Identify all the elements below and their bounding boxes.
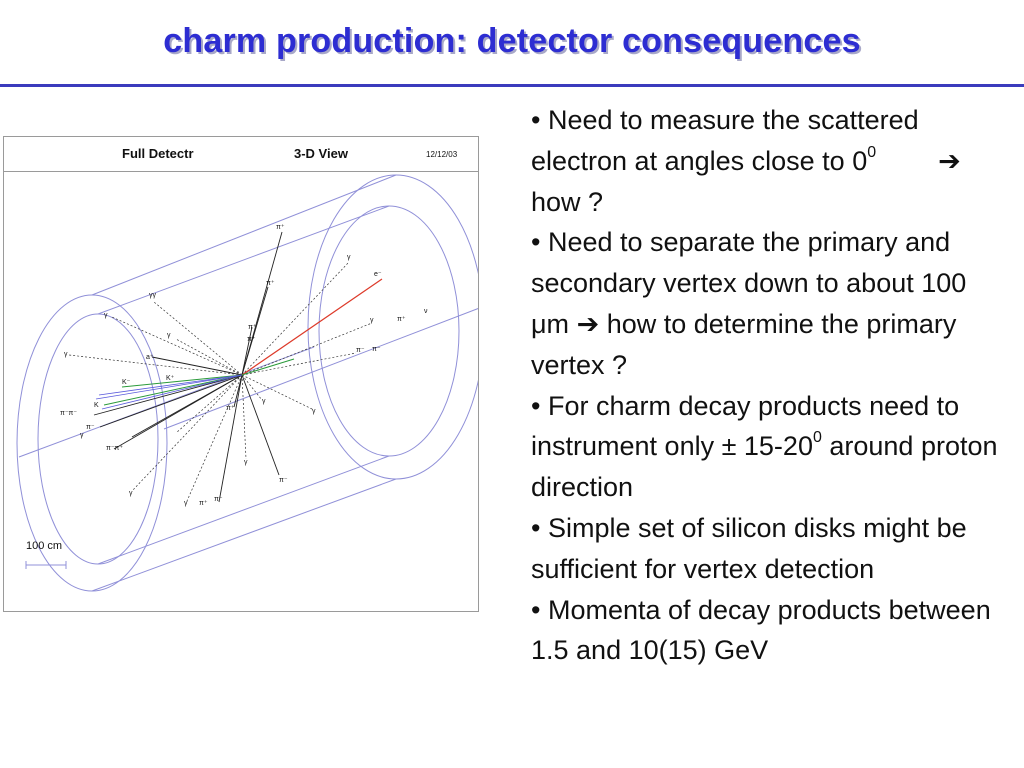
track-line bbox=[242, 327, 252, 375]
figure-header-center: 3-D View bbox=[294, 146, 348, 161]
svg-text:π⁺: π⁺ bbox=[199, 500, 208, 507]
superscript: 0 bbox=[812, 429, 822, 447]
svg-text:γ: γ bbox=[347, 254, 351, 261]
svg-text:π⁻: π⁻ bbox=[86, 424, 95, 431]
svg-text:π⁺: π⁺ bbox=[266, 280, 275, 287]
barrel-line bbox=[164, 307, 478, 429]
barrel-line bbox=[92, 175, 396, 295]
svg-text:π⁺: π⁺ bbox=[276, 224, 285, 231]
svg-text:π⁻: π⁻ bbox=[372, 346, 381, 353]
photon-line bbox=[176, 339, 242, 375]
photon-line bbox=[242, 375, 262, 400]
svg-text:γ: γ bbox=[312, 408, 316, 415]
bullet-item bbox=[531, 222, 1011, 385]
right-endcap-outer bbox=[308, 175, 478, 479]
track-line bbox=[242, 287, 268, 375]
scale-label: 100 cm bbox=[26, 540, 63, 552]
svg-text:γ: γ bbox=[370, 317, 374, 324]
bullet-item bbox=[531, 386, 1011, 508]
svg-text:γ: γ bbox=[80, 432, 84, 439]
photon-line bbox=[187, 375, 242, 501]
svg-text:γγ: γγ bbox=[149, 292, 156, 299]
svg-text:γ: γ bbox=[129, 490, 133, 497]
barrel-line bbox=[98, 206, 389, 314]
superscript: 0 bbox=[867, 143, 877, 161]
svg-text:π⁻: π⁻ bbox=[214, 496, 223, 503]
event-display-svg bbox=[4, 137, 478, 611]
photon-line bbox=[242, 375, 246, 459]
svg-text:π⁺: π⁺ bbox=[397, 316, 406, 323]
bullet-item bbox=[531, 590, 1011, 672]
bullet-text: around proton direction bbox=[531, 431, 998, 503]
event-display-figure bbox=[3, 136, 479, 612]
green-track bbox=[242, 359, 294, 375]
bullet-text: how ? bbox=[531, 186, 604, 217]
figure-date: 12/12/03 bbox=[426, 150, 458, 159]
svg-text:K: K bbox=[94, 402, 99, 409]
bullet-text: how to determine the primary vertex ? bbox=[531, 308, 957, 380]
slide-title: charm production: detector consequences bbox=[163, 22, 861, 60]
arrow-icon: ➔ bbox=[576, 308, 600, 339]
svg-text:γ: γ bbox=[167, 332, 171, 339]
barrel-line bbox=[92, 479, 396, 591]
svg-text:a⁺: a⁺ bbox=[146, 354, 154, 361]
title-underline bbox=[0, 84, 1024, 87]
photon-line bbox=[132, 375, 242, 491]
track-line bbox=[242, 375, 279, 475]
svg-text:π⁻: π⁻ bbox=[356, 347, 365, 354]
bullet-text: • Simple set of silicon disks might be sufficient for vertex detection bbox=[531, 512, 967, 584]
electron-track bbox=[242, 279, 382, 375]
svg-text:ν: ν bbox=[424, 308, 428, 315]
bullet-text: • For charm decay products need to instrument only ± 15-20 bbox=[531, 390, 960, 462]
svg-text:K⁺: K⁺ bbox=[166, 375, 175, 382]
svg-text:K⁻: K⁻ bbox=[122, 379, 131, 386]
svg-text:π⁺: π⁺ bbox=[226, 405, 235, 412]
svg-text:π⁻π⁻: π⁻π⁻ bbox=[60, 410, 78, 417]
bullet-item bbox=[531, 100, 1011, 222]
bullet-list bbox=[531, 100, 1011, 671]
bullet-text: • Need to measure the scattered electron at angles close to 0 bbox=[531, 105, 919, 176]
barrel-line bbox=[98, 456, 389, 564]
left-endcap-inner bbox=[38, 314, 158, 564]
photon-line bbox=[112, 317, 242, 375]
svg-text:π⁺: π⁺ bbox=[247, 336, 256, 343]
svg-text:γ: γ bbox=[184, 500, 188, 507]
svg-text:γ: γ bbox=[64, 351, 68, 358]
figure-header-left: Full Detectr bbox=[122, 146, 194, 161]
svg-text:γ: γ bbox=[262, 398, 266, 405]
svg-text:γ: γ bbox=[104, 312, 108, 319]
arrow-icon: ➔ bbox=[938, 145, 961, 176]
bullet-text: • Need to separate the primary and secondary vertex down to about 100 μm bbox=[531, 227, 967, 339]
bullet-item bbox=[531, 508, 1011, 590]
svg-text:π⁺: π⁺ bbox=[248, 324, 257, 331]
svg-text:π⁻π⁺: π⁻π⁺ bbox=[106, 445, 124, 452]
svg-text:γ: γ bbox=[244, 459, 248, 466]
svg-text:e⁻: e⁻ bbox=[374, 271, 382, 278]
bullet-text: • Momenta of decay products between 1.5 and 10(15) GeV bbox=[531, 594, 991, 666]
right-endcap-inner bbox=[319, 206, 459, 456]
svg-text:π⁻: π⁻ bbox=[279, 477, 288, 484]
track-line bbox=[219, 375, 242, 502]
